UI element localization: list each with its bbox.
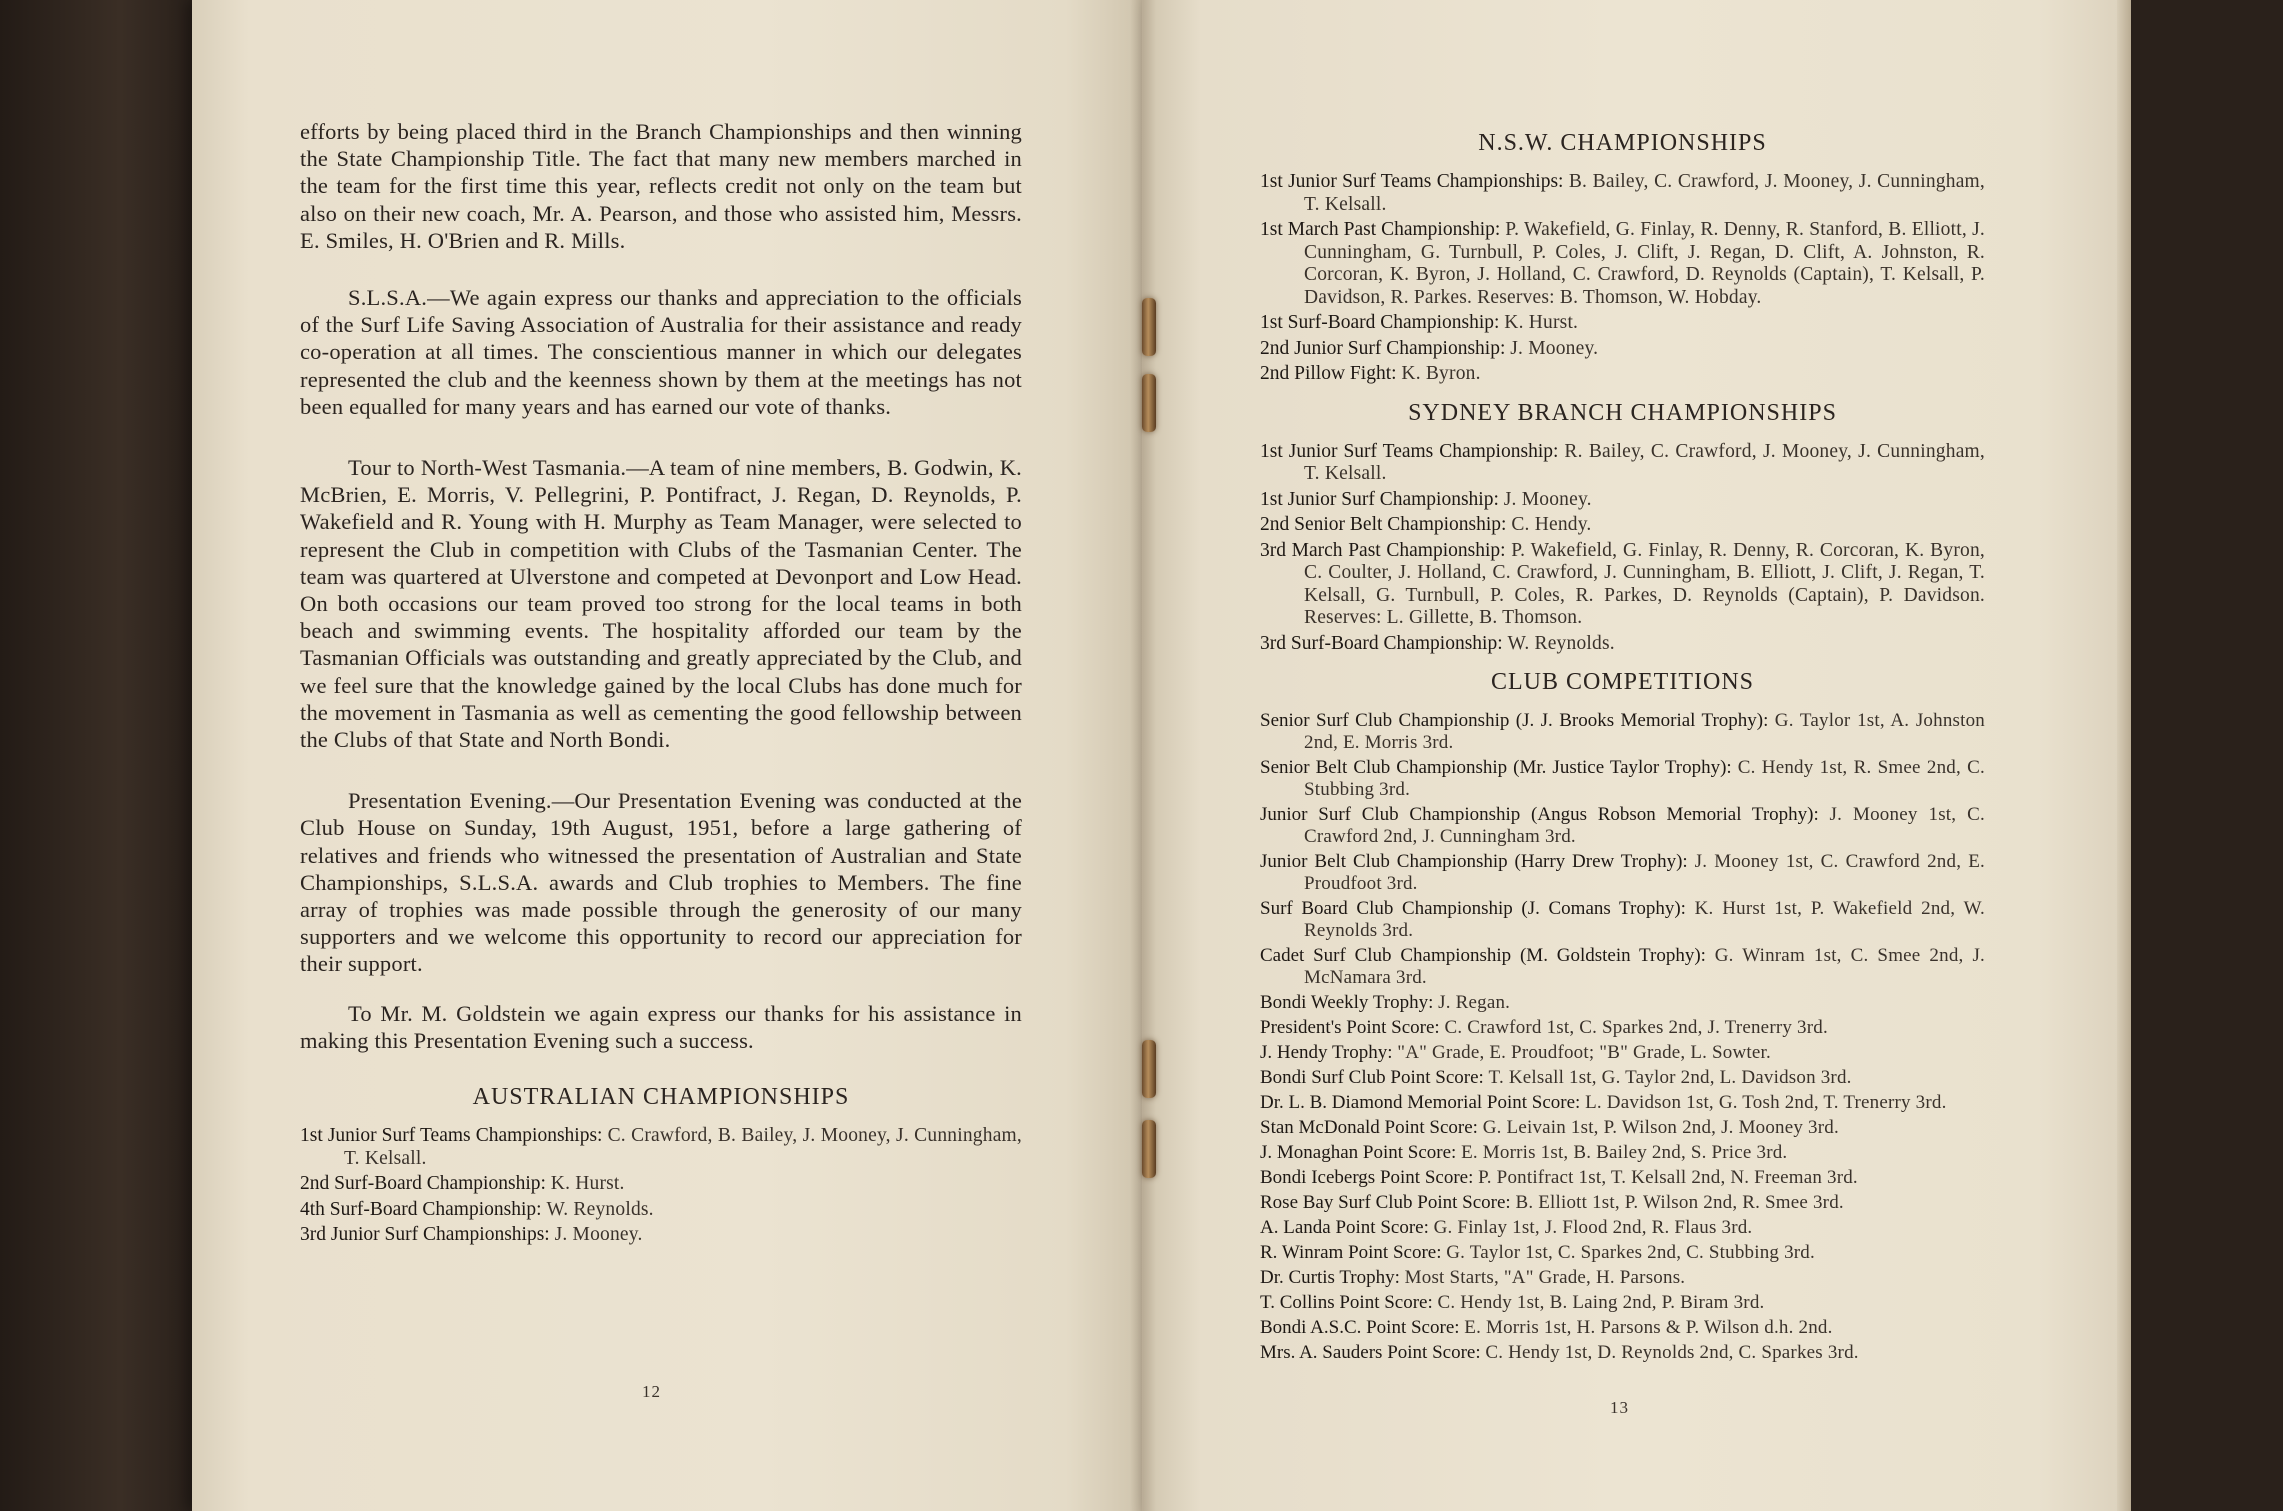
list-item: 1st Surf-Board Championship: K. Hurst. [1260, 312, 1579, 333]
list-item: 1st Junior Surf Teams Championship: R. Bailey, C. Crawford, J. Mooney, J. Cunningham, T. Kelsall. [1260, 440, 1986, 484]
page-number-right: 13 [1610, 1398, 1629, 1417]
staple-icon [1142, 1040, 1156, 1098]
list-item: J. Hendy Trophy: "A" Grade, E. Proudfoot; "B" Grade, L. Sowter. [1260, 1042, 1771, 1063]
staple-icon [1142, 298, 1156, 356]
list-item: Cadet Surf Club Championship (M. Goldstein Trophy): G. Winram 1st, C. Smee 2nd, J. McNamara 3rd. [1260, 945, 1985, 988]
paragraph-tasmania-tour: Tour to North-West Tasmania.—A team of nine members, B. Godwin, K. McBrien, E. Morris, V. Pellegrini, P. Pontifract, J. Regan, D. Reynolds, P. Wakefield and R. Young with H. Murphy as Team Manager, were selected to represent the Club in competition with Clubs of the Tasmanian Center. The team was quartered at Ulverstone and competed at Devonport and Low Head. On both occasions our team proved too strong for the local teams in both beach and swimming events. The hospitality afforded our team by the Tasmanian Officials was outstanding and greatly appreciated by the Club, and we feel sure that the knowledge gained by the local Clubs has done much for the movement in Tasmania as well as cementing the good fellowship between the Clubs of that State and North Bondi. [300, 455, 1022, 753]
page-edge [2117, 0, 2131, 1511]
list-item: Senior Belt Club Championship (Mr. Justice Taylor Trophy): C. Hendy 1st, R. Smee 2nd, C. Stubbing 3rd. [1260, 757, 1985, 800]
list-item: T. Collins Point Score: C. Hendy 1st, B. Laing 2nd, P. Biram 3rd. [1260, 1292, 1765, 1313]
list-item: R. Winram Point Score: G. Taylor 1st, C. Sparkes 2nd, C. Stubbing 3rd. [1260, 1242, 1815, 1263]
list-item: Surf Board Club Championship (J. Comans Trophy): K. Hurst 1st, P. Wakefield 2nd, W. Reynolds 3rd. [1260, 898, 1985, 941]
nsw-championships-heading: N.S.W. CHAMPIONSHIPS [1478, 130, 1767, 156]
staple-icon [1142, 1120, 1156, 1178]
list-item: 1st March Past Championship: P. Wakefield, G. Finlay, R. Denny, R. Stanford, B. Elliott, J. Cunningham, G. Turnbull, P. Coles, J. Clift, J. Regan, D. Clift, A. Johnston, R. Corcoran, K. Byron, J. Holland, C. Crawford, D. Reynolds (Captain), T. Kelsall, P. Davidson, R. Parkes. Reserves: B. Thomson, W. Hobday. [1260, 219, 1985, 308]
list-item: 2nd Pillow Fight: K. Byron. [1260, 363, 1481, 384]
list-item: A. Landa Point Score: G. Finlay 1st, J. Flood 2nd, R. Flaus 3rd. [1260, 1217, 1753, 1238]
australian-championships-list [300, 1125, 1022, 1247]
paragraph-presentation-evening: Presentation Evening.—Our Presentation Evening was conducted at the Club House on Sunday, 19th August, 1951, before a large gathering of relatives and friends who witnessed the presentation of Australian and State Championships, S.L.S.A. awards and Club trophies to Members. The fine array of trophies was made possible through the generosity of our many supporters and we welcome this opportunity to record our appreciation for their support. [300, 788, 1022, 977]
list-item: 4th Surf-Board Championship: W. Reynolds. [300, 1198, 654, 1220]
list-item: 1st Junior Surf Teams Championships: C. Crawford, B. Bailey, J. Mooney, J. Cunningham, T. Kelsall. [300, 1125, 1022, 1169]
list-item: Mrs. A. Sauders Point Score: C. Hendy 1st, D. Reynolds 2nd, C. Sparkes 3rd. [1260, 1342, 1859, 1363]
list-item: 3rd Surf-Board Championship: W. Reynolds. [1260, 632, 1615, 654]
list-item: Stan McDonald Point Score: G. Leivain 1st, P. Wilson 2nd, J. Mooney 3rd. [1260, 1117, 1839, 1138]
list-item: Dr. L. B. Diamond Memorial Point Score: L. Davidson 1st, G. Tosh 2nd, T. Trenerry 3rd. [1260, 1092, 1947, 1113]
australian-championships-heading: AUSTRALIAN CHAMPIONSHIPS [472, 1084, 850, 1111]
list-item: 2nd Surf-Board Championship: K. Hurst. [300, 1173, 625, 1195]
list-item: 3rd Junior Surf Championships: J. Mooney. [300, 1224, 643, 1246]
list-item: Bondi A.S.C. Point Score: E. Morris 1st, H. Parsons & P. Wilson d.h. 2nd. [1260, 1317, 1833, 1338]
list-item: Junior Surf Club Championship (Angus Robson Memorial Trophy): J. Mooney 1st, C. Crawford 2nd, J. Cunningham 3rd. [1260, 804, 1985, 847]
staple-icon [1142, 374, 1156, 432]
list-item: Senior Surf Club Championship (J. J. Brooks Memorial Trophy): G. Taylor 1st, A. Johnston 2nd, E. Morris 3rd. [1260, 710, 1986, 753]
list-item: Rose Bay Surf Club Point Score: B. Elliott 1st, P. Wilson 2nd, R. Smee 3rd. [1260, 1192, 1844, 1213]
list-item: 2nd Senior Belt Championship: C. Hendy. [1260, 514, 1592, 535]
list-item: Bondi Surf Club Point Score: T. Kelsall 1st, G. Taylor 2nd, L. Davidson 3rd. [1260, 1067, 1852, 1088]
list-item: Dr. Curtis Trophy: Most Starts, "A" Grade, H. Parsons. [1260, 1267, 1686, 1288]
list-item: 2nd Junior Surf Championship: J. Mooney. [1260, 337, 1599, 359]
paragraph-slsa: S.L.S.A.—We again express our thanks and appreciation to the officials of the Surf Life Saving Association of Australia for their assistance and ready co-operation at all times. The conscientious manner in which our delegates represented the club and the keenness shown by them at the meetings has not been equalled for many years and has earned our vote of thanks. [300, 285, 1022, 419]
list-item: 1st Junior Surf Championship: J. Mooney. [1260, 488, 1592, 510]
club-competitions-heading: CLUB COMPETITIONS [1490, 669, 1754, 695]
sydney-branch-list [1260, 441, 1985, 656]
nsw-championships-list [1260, 171, 1985, 386]
sydney-branch-heading: SYDNEY BRANCH CHAMPIONSHIPS [1408, 399, 1837, 426]
list-item: President's Point Score: C. Crawford 1st, C. Sparkes 2nd, J. Trenerry 3rd. [1260, 1017, 1828, 1038]
page-gutter [1130, 0, 1156, 1511]
right-page-content [1260, 130, 1985, 1367]
list-item: J. Monaghan Point Score: E. Morris 1st, B. Bailey 2nd, S. Price 3rd. [1260, 1142, 1788, 1163]
paragraph-goldstein-thanks: To Mr. M. Goldstein we again express our thanks for his assistance in making this Presentation Evening such a success. [300, 1000, 1022, 1053]
list-item: Bondi Icebergs Point Score: P. Pontifract 1st, T. Kelsall 2nd, N. Freeman 3rd. [1260, 1167, 1858, 1188]
paragraph-continuation: efforts by being placed third in the Branch Championships and then winning the State Championship Title. The fact that many new members marched in the team for the first time this year, reflects credit not only on the team but also on their new coach, Mr. A. Pearson, and those who assisted him, Messrs. E. Smiles, H. O'Brien and R. Mills. [300, 119, 1022, 253]
club-competitions-list [1260, 710, 1985, 1364]
page-number-left: 12 [642, 1382, 661, 1401]
list-item: Bondi Weekly Trophy: J. Regan. [1260, 992, 1511, 1013]
left-page-content [300, 118, 1022, 1250]
list-item: 1st Junior Surf Teams Championships: B. Bailey, C. Crawford, J. Mooney, J. Cunningham, T. Kelsall. [1260, 171, 1985, 215]
list-item: Junior Belt Club Championship (Harry Drew Trophy): J. Mooney 1st, C. Crawford 2nd, E. Proudfoot 3rd. [1260, 851, 1985, 894]
list-item: 3rd March Past Championship: P. Wakefield, G. Finlay, R. Denny, R. Corcoran, K. Byron, C. Coulter, J. Holland, C. Crawford, J. Cunningham, B. Elliott, J. Clift, J. Regan, T. Kelsall, G. Turnbull, P. Coles, R. Parkes, D. Reynolds (Captain), P. Davidson. Reserves: L. Gillette, B. Thomson. [1260, 539, 1985, 628]
